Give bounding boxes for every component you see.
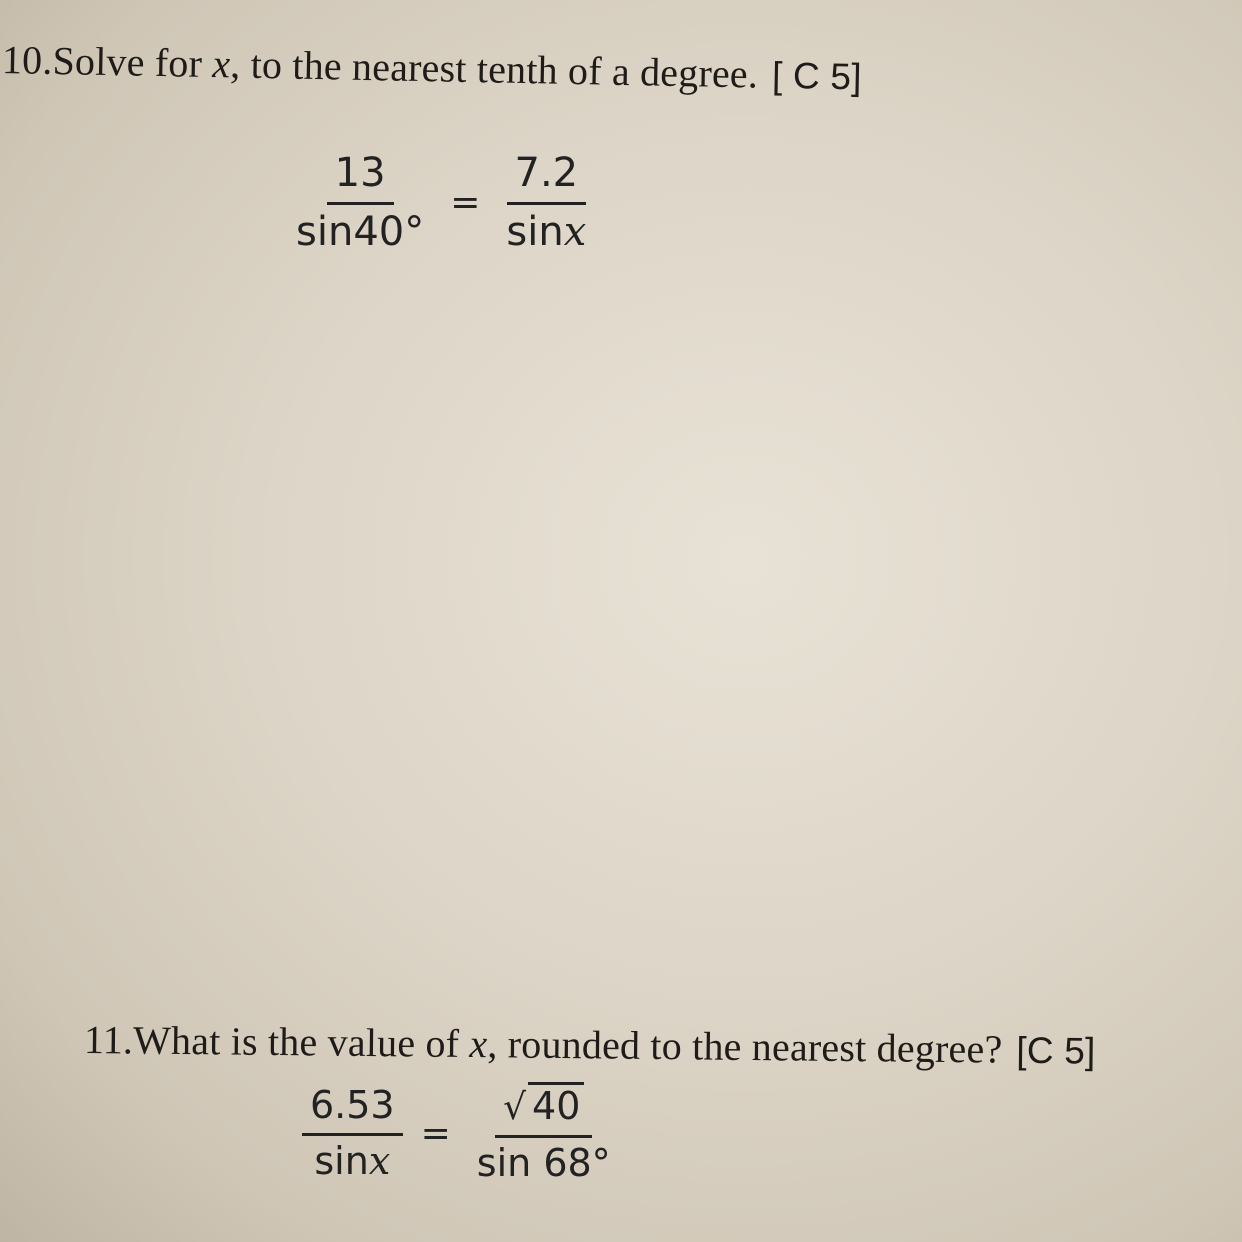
curriculum-tag: [ C 5] xyxy=(771,54,863,98)
question-number: 11. xyxy=(83,1017,134,1063)
question-text: Solve for xyxy=(52,37,213,87)
question-10-equation xyxy=(288,150,594,255)
numerator: 6.53 xyxy=(302,1084,403,1137)
right-fraction xyxy=(469,1082,619,1186)
radicand: 40 xyxy=(528,1082,584,1129)
question-number: 10. xyxy=(1,37,54,83)
denominator: sinx xyxy=(314,1139,391,1184)
denominator: sinx xyxy=(506,209,587,255)
curriculum-tag: [C 5] xyxy=(1016,1029,1096,1072)
numerator: 7.2 xyxy=(507,150,587,205)
equals-sign: = xyxy=(420,1113,451,1155)
left-fraction xyxy=(302,1084,403,1184)
question-11-prompt xyxy=(84,1016,1096,1074)
question-text: , to the nearest tenth of a degree. xyxy=(229,41,759,97)
numerator: 13 xyxy=(327,150,394,205)
question-11-equation xyxy=(302,1082,619,1186)
right-fraction xyxy=(498,150,594,255)
denominator: sin40° xyxy=(296,209,425,255)
numerator xyxy=(495,1082,592,1138)
radical-sign: √ xyxy=(503,1087,527,1129)
question-text: What is the value of xyxy=(132,1017,470,1067)
variable-x: x xyxy=(211,41,231,87)
variable-x: x xyxy=(469,1021,488,1067)
square-root xyxy=(503,1082,584,1129)
question-text: , rounded to the nearest degree? xyxy=(487,1021,1003,1072)
question-10-prompt xyxy=(2,36,863,99)
equals-sign: = xyxy=(450,182,481,223)
denominator: sin 68° xyxy=(476,1140,611,1185)
left-fraction xyxy=(288,150,432,255)
